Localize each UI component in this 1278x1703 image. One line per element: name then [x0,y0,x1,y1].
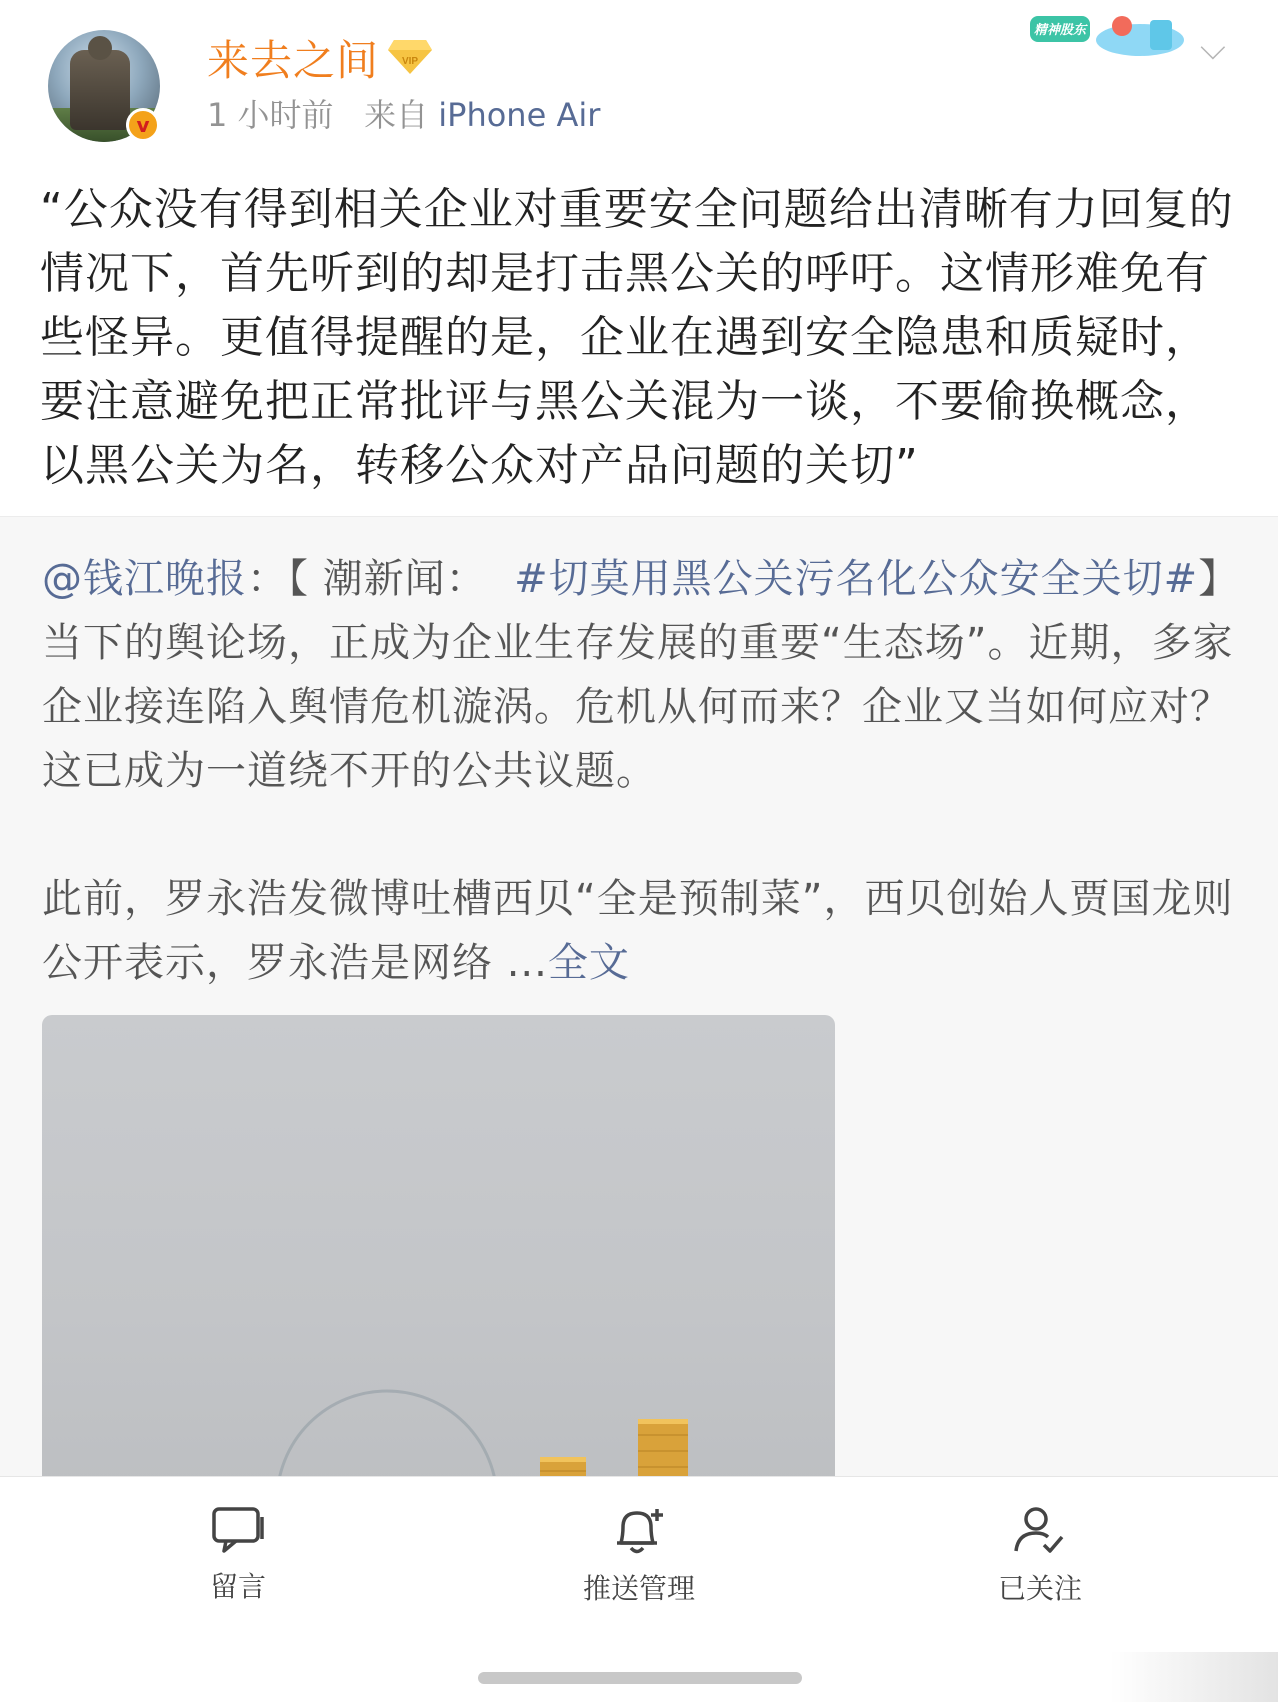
avatar-robot [70,50,130,130]
comment-button[interactable] [128,1505,348,1605]
fan-badge-text: 精神股东 [1033,23,1087,38]
post-device[interactable]: iPhone Air [438,96,601,134]
retweet-image[interactable] [42,1015,835,1515]
bottom-action-bar [0,1476,1278,1703]
retweet-source-label: ：【 潮新闻： [247,556,487,602]
bell-add-icon [611,1505,667,1557]
fan-badge-decoration[interactable] [1030,10,1220,60]
bracket-close: 】 [1198,556,1240,602]
post-time: 1 小时前 [207,96,334,134]
push-manage-button[interactable] [529,1505,749,1607]
source-prefix: 来自 [364,96,429,134]
username[interactable]: 来去之间 [207,36,380,85]
coins-magnifier-illustration [42,1015,835,1515]
retweet-body-2: 此前，罗永浩发微博吐槽西贝“全是预制菜”，西贝创始人贾国龙则公开表示，罗永浩是网络 ... [42,876,1234,986]
retweet-card[interactable] [0,516,1278,1477]
home-indicator[interactable] [478,1672,802,1684]
scroll-shadow [1110,1652,1278,1702]
post-text: “公众没有得到相关企业对重要安全问题给出清晰有力回复的情况下，首先听到的却是打击黑公关的呼吁。这情形难免有些怪异。更值得提醒的是，企业在遇到安全隐患和质疑时，要注意避免把正常批评与黑公关混为一谈，不要偷换概念，以黑公关为名，转移公众对产品问题的关切” [40,184,1234,491]
vip-diamond-icon [388,36,432,74]
topic-link[interactable]: #切莫用黑公关污名化公众安全关切# [514,556,1199,602]
comment-icon [210,1505,266,1555]
svg-text:VIP: VIP [401,56,419,67]
retweet-body-1: 当下的舆论场，正成为企业生存发展的重要“生态场”。近期，多家企业接连陷入舆情危机漩涡。危机从何而来？企业又当如何应对？这已成为一道绕不开的公共议题。 [42,620,1234,794]
read-more-link[interactable]: 全文 [547,940,630,986]
retweet-text [42,547,1247,995]
following-label: 已关注 [997,1572,1082,1605]
following-button[interactable] [930,1505,1150,1607]
push-manage-label: 推送管理 [582,1572,695,1605]
retweet-author-link[interactable]: @钱江晚报 [42,556,247,602]
verified-badge-icon: v [126,108,160,142]
post-meta [207,90,600,136]
chevron-down-icon[interactable]: ⌵ [1200,28,1226,68]
comment-label: 留言 [209,1570,266,1603]
post-header [0,0,1278,175]
user-check-icon [1012,1505,1068,1557]
paragraph-gap [42,803,1247,867]
